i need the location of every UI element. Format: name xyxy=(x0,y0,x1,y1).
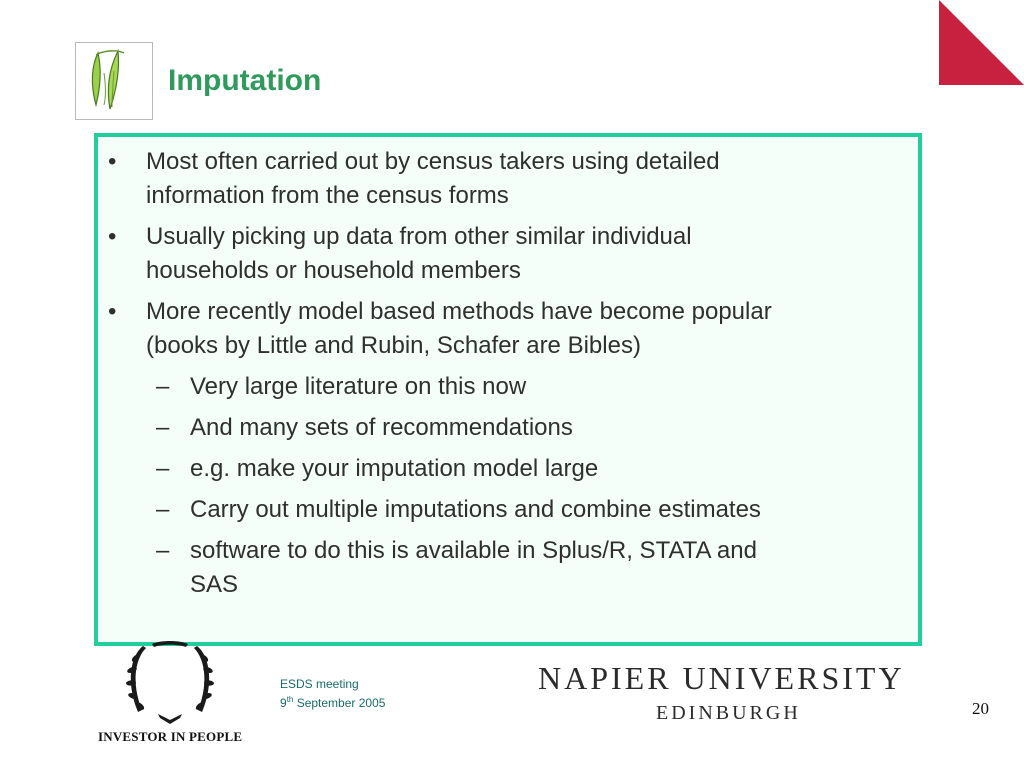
meeting-day: 9 xyxy=(280,696,287,710)
slide-title: Imputation xyxy=(168,64,322,97)
bullet-dash: – xyxy=(156,414,170,441)
meeting-day-suffix: th xyxy=(286,695,294,704)
bullet-text: Most often carried out by census takers using detailed information from the census forms xyxy=(146,148,720,209)
bullet-text: Carry out multiple imputations and combine estimates xyxy=(190,496,761,523)
bullet-dot: • xyxy=(108,298,117,325)
corner-triangle-decoration xyxy=(939,0,1024,85)
meeting-info xyxy=(280,676,385,711)
meeting-title: ESDS meeting xyxy=(280,677,359,691)
university-city: EDINBURGH xyxy=(656,702,801,724)
university-name: NAPIER UNIVERSITY xyxy=(538,660,905,696)
bullet-dash: – xyxy=(156,537,170,564)
bullet-dot: • xyxy=(108,148,117,175)
bullet-text: And many sets of recommendations xyxy=(190,414,573,441)
meeting-month-year: September 2005 xyxy=(293,696,386,710)
bullet-dot: • xyxy=(108,223,117,250)
bullet-text: software to do this is available in Splus/R, STATA and SAS xyxy=(190,537,757,598)
leaf-icon xyxy=(76,43,152,119)
bullet-dash: – xyxy=(156,373,170,400)
bullet-text: Usually picking up data from other similar individual households or household members xyxy=(146,223,692,284)
page-number: 20 xyxy=(972,699,989,718)
bullet-dash: – xyxy=(156,496,170,523)
content-box xyxy=(94,133,922,646)
bullet-text: Very large literature on this now xyxy=(190,373,527,400)
laurel-wreath-icon xyxy=(96,640,246,728)
leaf-logo xyxy=(75,42,153,120)
meeting-date xyxy=(280,692,385,711)
bullet-dash: – xyxy=(156,455,170,482)
investor-in-people-label: INVESTOR IN PEOPLE xyxy=(98,729,243,744)
bullet-text: e.g. make your imputation model large xyxy=(190,455,599,482)
bullet-text: More recently model based methods have become popular (books by Little and Rubin, Schafer are Bibles) xyxy=(146,298,772,359)
